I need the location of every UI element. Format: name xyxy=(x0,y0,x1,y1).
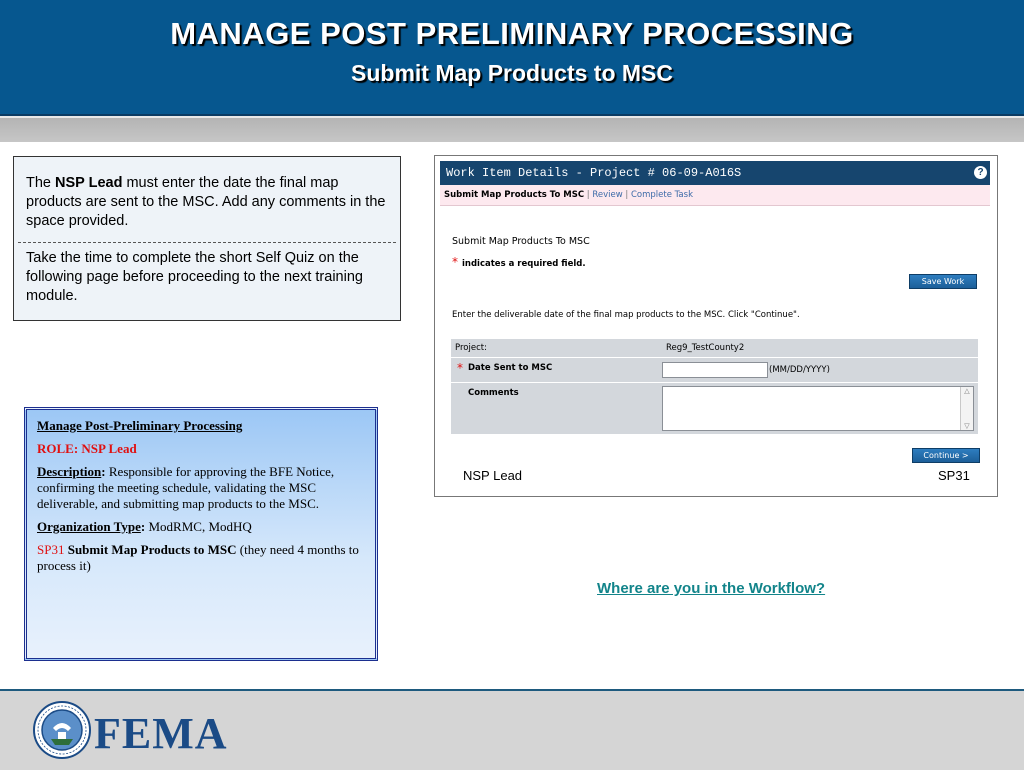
section-title: Submit Map Products To MSC xyxy=(452,236,590,247)
comments-label: Comments xyxy=(468,388,519,398)
slide-title: MANAGE POST PRELIMINARY PROCESSING xyxy=(170,16,854,51)
step-info xyxy=(37,542,365,574)
instruction-hint: Enter the deliverable date of the final map products to the MSC. Click "Continue". xyxy=(452,310,800,320)
instruction-text-2: Take the time to complete the short Self Quiz on the following page before proceeding to the next training module. xyxy=(26,250,363,304)
header-divider-bar xyxy=(0,116,1024,142)
role-label: ROLE: NSP Lead xyxy=(37,441,137,456)
tab-complete-task[interactable]: Complete Task xyxy=(630,190,693,200)
continue-button[interactable]: Continue > xyxy=(912,448,980,463)
comments-scrollbar[interactable] xyxy=(960,387,973,430)
step-title: Submit Map Products to MSC xyxy=(64,542,237,557)
work-item-screenshot xyxy=(434,155,998,497)
instruction-divider xyxy=(18,242,396,243)
date-required-star-icon: * xyxy=(457,361,463,375)
dhs-seal-icon xyxy=(33,701,91,759)
step-code: SP31 xyxy=(37,542,65,557)
role-box-heading: Manage Post-Preliminary Processing xyxy=(37,418,243,433)
project-label: Project: xyxy=(455,343,487,353)
caption-role: NSP Lead xyxy=(463,468,523,483)
slide-footer xyxy=(0,689,1024,770)
tab-submit-map-products[interactable]: Submit Map Products To MSC xyxy=(444,190,585,200)
instruction-box xyxy=(13,156,401,321)
required-star-icon: * xyxy=(452,255,458,269)
fema-logo: FEMA xyxy=(94,709,228,758)
instruction-role-name: NSP Lead xyxy=(55,175,123,191)
save-work-button[interactable]: Save Work xyxy=(909,274,977,289)
required-note: * indicates a required field. xyxy=(452,255,586,269)
help-icon[interactable]: ? xyxy=(974,166,987,179)
work-item-form xyxy=(451,339,978,434)
workflow-link[interactable]: Where are you in the Workflow? xyxy=(597,580,826,597)
date-row xyxy=(451,358,978,383)
step-note: (they need 4 months to process it) xyxy=(37,542,359,573)
role-info-box xyxy=(24,407,378,661)
tab-review[interactable]: Review xyxy=(592,190,623,200)
role-description: Description: Responsible for approving the BFE Notice, confirming the meeting schedule, validating the MSC deliverable, and submitting map products to the MSC. xyxy=(37,464,335,511)
scroll-down-icon[interactable]: ▽ xyxy=(964,423,970,430)
slide-header xyxy=(0,0,1024,116)
instruction-text-1: The NSP Lead must enter the date the final map products are sent to the MSC. Add any comments in the space provided. xyxy=(26,175,386,229)
work-item-tabs: Submit Map Products To MSC | Review | Complete Task xyxy=(440,185,990,206)
caption-step: SP31 xyxy=(938,468,970,483)
work-item-header xyxy=(440,161,990,185)
work-item-title: Work Item Details - Project # 06-09-A016S xyxy=(446,166,742,180)
comments-textarea[interactable] xyxy=(662,386,974,431)
organization-type: Organization Type: ModRMC, ModHQ xyxy=(37,519,252,534)
project-value: Reg9_TestCounty2 xyxy=(666,343,745,353)
slide-subtitle: Submit Map Products to MSC xyxy=(351,60,673,86)
date-sent-input[interactable] xyxy=(662,362,768,378)
project-row xyxy=(451,339,978,358)
scroll-up-icon[interactable]: △ xyxy=(964,388,970,395)
comments-row xyxy=(451,383,978,434)
date-format-hint: (MM/DD/YYYY) xyxy=(769,365,830,375)
date-label: Date Sent to MSC xyxy=(468,363,553,373)
